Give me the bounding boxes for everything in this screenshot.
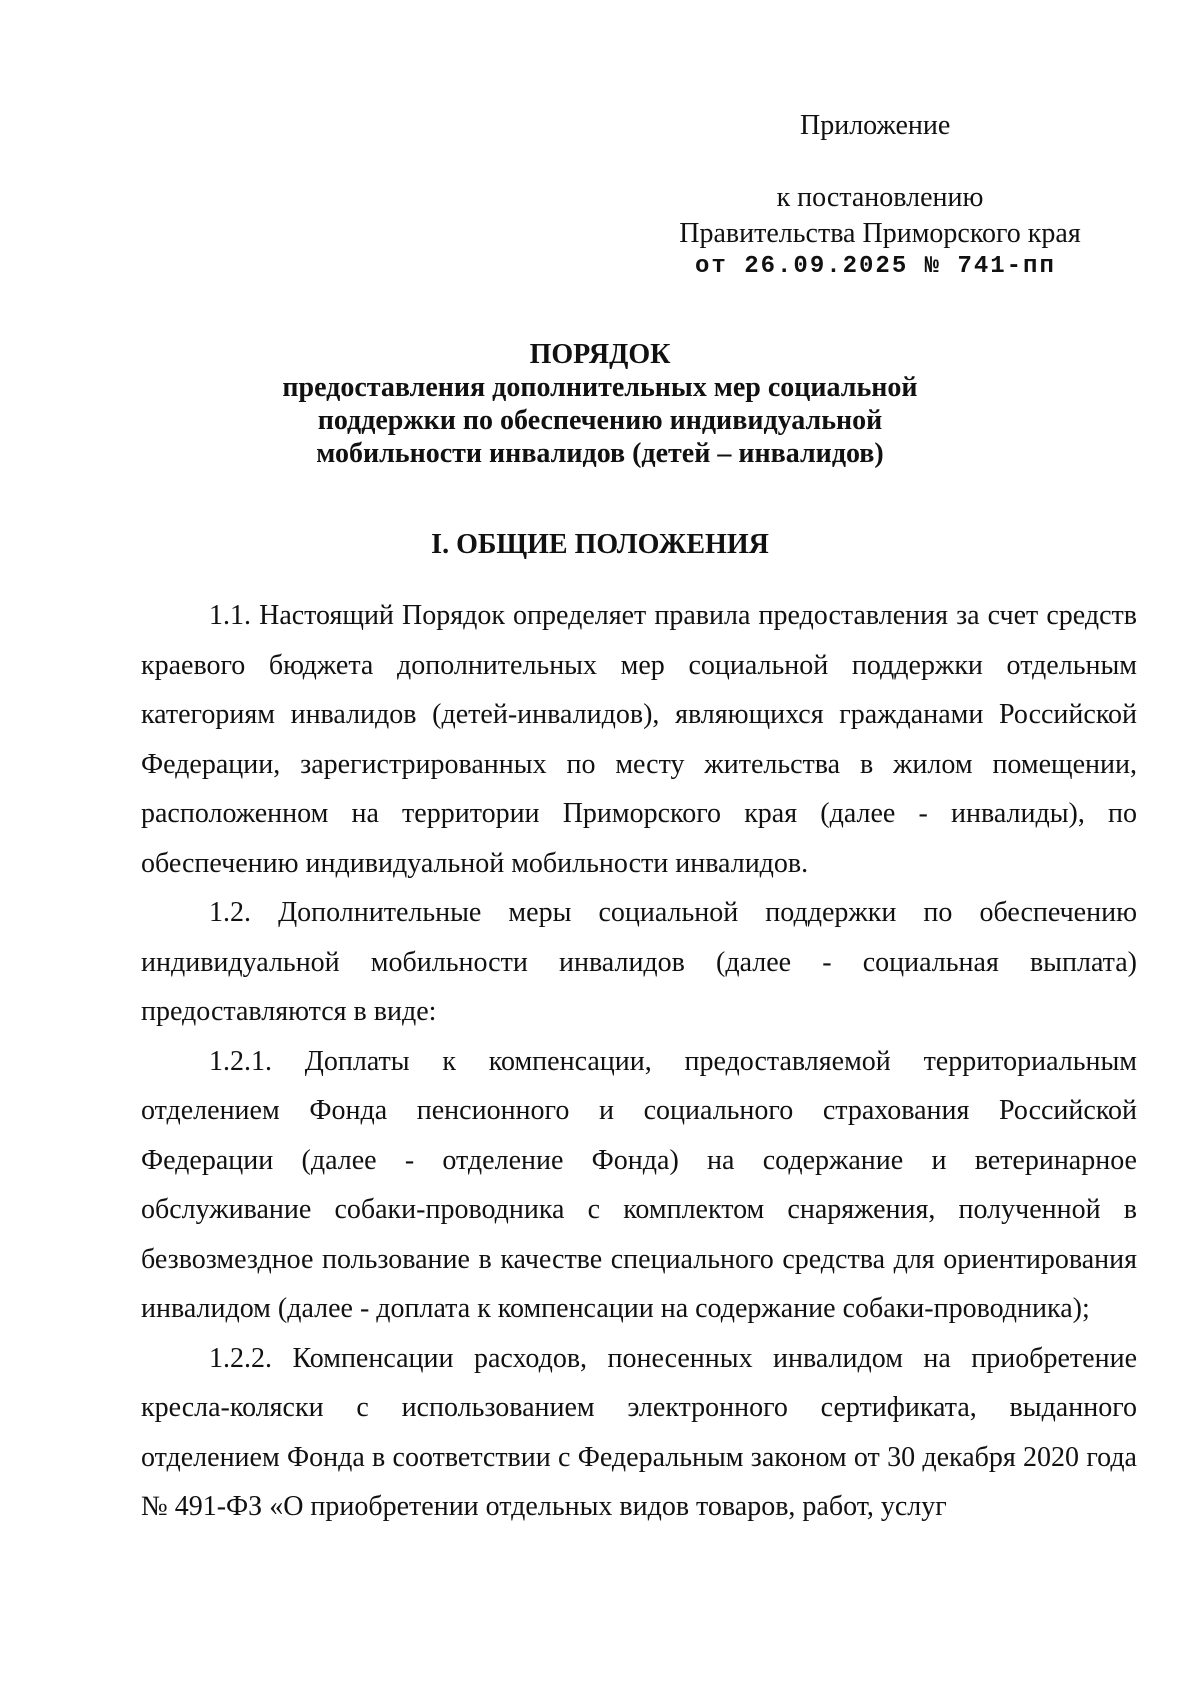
paragraph-1-1: 1.1. Настоящий Порядок определяет правила предоставления за счет средств краевого бюджета дополнительных мер социальной поддержки отдельным категориям инвалидов (детей-инвалидов), являющихся гражданами Российской Федерации, зарегистрированных по месту жительства в жилом помещении, расположенном на территории Приморского края (далее - инвалиды), по обеспечению индивидуальной мобильности инвалидов. [141,600,1137,879]
document-title-line: ПОРЯДОК [529,339,671,370]
paragraph-1-2-1: 1.2.1. Доплаты к компенсации, предоставляемой территориальным отделением Фонда пенсионного и социального страхования Российской Федерации (далее - отделение Фонда) на содержание и ветеринарное обслуживание собаки-проводника с комплектом снаряжения, полученной в безвозмездное пользование в качестве специального средства для ориентирования инвалидом (далее - доплата к компенсации на содержание собаки-проводника); [141,1045,1137,1324]
section-heading: I. ОБЩИЕ ПОЛОЖЕНИЯ [431,529,769,560]
document-title-line: предоставления дополнительных мер социальной [282,372,918,403]
document-title-line: мобильности инвалидов (детей – инвалидов) [316,438,884,469]
appendix-title: Приложение [800,110,951,141]
appendix-reference [660,180,1100,252]
appendix-line: Правительства Приморского края [679,218,1081,249]
document-title-line: поддержки по обеспечению индивидуальной [317,405,883,436]
document-title [0,338,1200,470]
paragraph-1-2-2: 1.2.2. Компенсации расходов, понесенных инвалидом на приобретение кресла-коляски с использованием электронного сертификата, выданного отделением Фонда в соответствии с Федеральным законом от 30 декабря 2020 года № 491-ФЗ «О приобретении отдельных видов товаров, работ, услуг [141,1342,1137,1522]
document-body [141,591,1137,1532]
paragraph-1-2: 1.2. Дополнительные меры социальной поддержки по обеспечению индивидуальной мобильности инвалидов (далее - социальная выплата) предоставляются в виде: [141,897,1137,1027]
appendix-line: к постановлению [776,182,984,213]
appendix-date-number: от 26.09.2025 № 741-пп [695,253,1056,280]
